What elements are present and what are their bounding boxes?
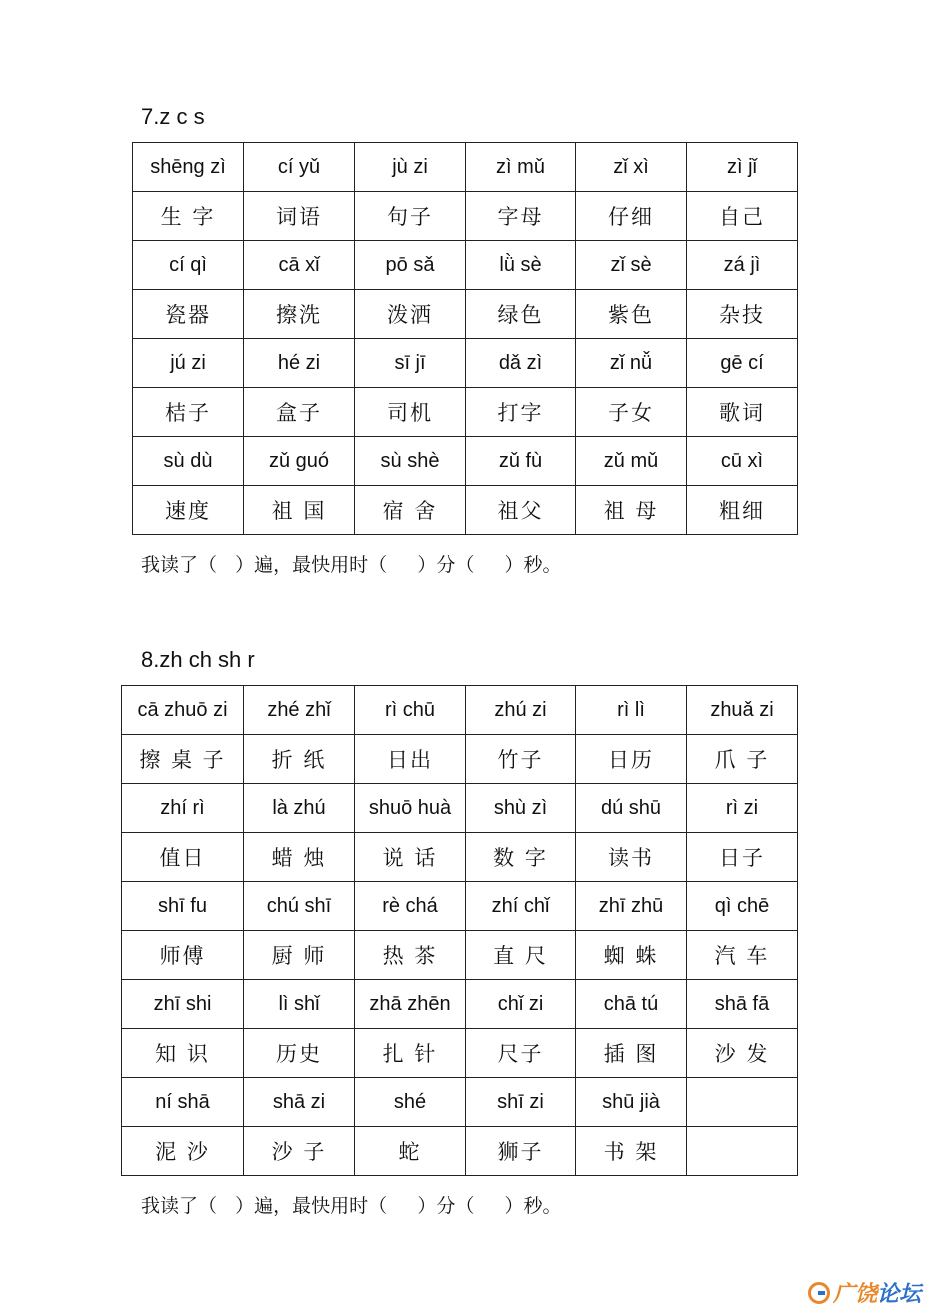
hanzi-cell: 值日 [122, 833, 244, 882]
watermark-text-blue: 论坛 [876, 1282, 921, 1307]
pinyin-cell: jú zi [133, 339, 244, 388]
hanzi-cell: 绿色 [466, 290, 576, 339]
hanzi-cell: 沙 发 [687, 1029, 798, 1078]
hanzi-cell: 蛇 [355, 1127, 466, 1176]
pinyin-row [133, 339, 798, 388]
pinyin-cell: sù dù [133, 437, 244, 486]
pinyin-cell: shuō huà [355, 784, 466, 833]
pinyin-cell: zhí chǐ [466, 882, 576, 931]
hanzi-row [133, 192, 798, 241]
watermark-text-orange: 广饶 [832, 1282, 877, 1307]
pinyin-cell: jù zi [355, 143, 466, 192]
pinyin-row [133, 437, 798, 486]
section-8-title: 8.zh ch sh r [141, 647, 255, 672]
pinyin-cell: shù zì [466, 784, 576, 833]
pinyin-cell: rè chá [355, 882, 466, 931]
hanzi-row [133, 290, 798, 339]
hanzi-cell: 句子 [355, 192, 466, 241]
pinyin-cell: zǐ nǚ [576, 339, 687, 388]
pinyin-cell: zǔ mǔ [576, 437, 687, 486]
pinyin-row [122, 882, 798, 931]
hanzi-cell: 汽 车 [687, 931, 798, 980]
pinyin-cell: zhé zhǐ [244, 686, 355, 735]
section-7-title: 7.z c s [141, 104, 205, 129]
pinyin-cell: zhā zhēn [355, 980, 466, 1029]
pinyin-cell: rì zi [687, 784, 798, 833]
section-8-table [121, 685, 798, 1176]
pinyin-row [122, 980, 798, 1029]
pinyin-cell: zhuǎ zi [687, 686, 798, 735]
pinyin-cell: shā zi [244, 1078, 355, 1127]
hanzi-cell: 擦 桌 子 [122, 735, 244, 784]
pinyin-cell: zhī zhū [576, 882, 687, 931]
pinyin-cell: gē cí [687, 339, 798, 388]
pinyin-row [122, 784, 798, 833]
pinyin-cell: rì lì [576, 686, 687, 735]
hanzi-cell: 打字 [466, 388, 576, 437]
hanzi-cell: 祖父 [466, 486, 576, 535]
pinyin-cell: dú shū [576, 784, 687, 833]
pinyin-cell: shēng zì [133, 143, 244, 192]
pinyin-cell: shā fā [687, 980, 798, 1029]
hanzi-row [133, 486, 798, 535]
hanzi-cell: 擦洗 [244, 290, 355, 339]
hanzi-row [133, 388, 798, 437]
pinyin-cell: cū xì [687, 437, 798, 486]
hanzi-cell: 速度 [133, 486, 244, 535]
hanzi-cell: 司机 [355, 388, 466, 437]
pinyin-cell: shé [355, 1078, 466, 1127]
hanzi-cell: 自己 [687, 192, 798, 241]
pinyin-cell: là zhú [244, 784, 355, 833]
hanzi-cell: 泼洒 [355, 290, 466, 339]
pinyin-cell: zì mǔ [466, 143, 576, 192]
hanzi-cell: 祖 母 [576, 486, 687, 535]
section-7-table [132, 142, 798, 535]
section-7-reading-record: 我读了（ ）遍，最快用时（ ）分（ ）秒。 [141, 554, 562, 576]
hanzi-cell: 竹子 [466, 735, 576, 784]
hanzi-row [122, 833, 798, 882]
pinyin-row [122, 1078, 798, 1127]
hanzi-row [122, 735, 798, 784]
pinyin-cell: hé zi [244, 339, 355, 388]
pinyin-cell: chā tú [576, 980, 687, 1029]
site-watermark [808, 1277, 921, 1308]
pinyin-cell: sù shè [355, 437, 466, 486]
hanzi-cell: 仔细 [576, 192, 687, 241]
pinyin-cell: zhī shi [122, 980, 244, 1029]
pinyin-cell: zǐ sè [576, 241, 687, 290]
hanzi-cell: 歌词 [687, 388, 798, 437]
section-8-reading-record: 我读了（ ）遍，最快用时（ ）分（ ）秒。 [141, 1195, 562, 1217]
pinyin-cell: pō sǎ [355, 241, 466, 290]
watermark-text [833, 1277, 921, 1308]
pinyin-cell: cí yǔ [244, 143, 355, 192]
hanzi-cell: 生 字 [133, 192, 244, 241]
hanzi-cell: 狮子 [466, 1127, 576, 1176]
pinyin-cell: zá jì [687, 241, 798, 290]
hanzi-cell: 沙 子 [244, 1127, 355, 1176]
pinyin-cell: cā xǐ [244, 241, 355, 290]
hanzi-cell: 历史 [244, 1029, 355, 1078]
hanzi-cell: 子女 [576, 388, 687, 437]
hanzi-row [122, 1127, 798, 1176]
hanzi-row [122, 931, 798, 980]
hanzi-cell: 粗细 [687, 486, 798, 535]
hanzi-cell [687, 1127, 798, 1176]
hanzi-cell: 祖 国 [244, 486, 355, 535]
hanzi-cell: 书 架 [576, 1127, 687, 1176]
pinyin-cell: zhú zi [466, 686, 576, 735]
pinyin-cell: shī fu [122, 882, 244, 931]
pinyin-cell: shū jià [576, 1078, 687, 1127]
hanzi-cell: 厨 师 [244, 931, 355, 980]
hanzi-cell: 扎 针 [355, 1029, 466, 1078]
hanzi-cell: 蜡 烛 [244, 833, 355, 882]
pinyin-cell: chǐ zi [466, 980, 576, 1029]
hanzi-cell: 瓷器 [133, 290, 244, 339]
pinyin-cell: lì shǐ [244, 980, 355, 1029]
hanzi-cell: 热 茶 [355, 931, 466, 980]
pinyin-cell: zǐ xì [576, 143, 687, 192]
hanzi-cell: 数 字 [466, 833, 576, 882]
pinyin-cell: shī zi [466, 1078, 576, 1127]
hanzi-cell: 紫色 [576, 290, 687, 339]
hanzi-cell: 直 尺 [466, 931, 576, 980]
hanzi-cell: 泥 沙 [122, 1127, 244, 1176]
pinyin-cell: zhí rì [122, 784, 244, 833]
hanzi-cell: 日出 [355, 735, 466, 784]
hanzi-cell: 日历 [576, 735, 687, 784]
hanzi-cell: 词语 [244, 192, 355, 241]
pinyin-cell: rì chū [355, 686, 466, 735]
hanzi-row [122, 1029, 798, 1078]
hanzi-cell: 爪 子 [687, 735, 798, 784]
pinyin-cell: chú shī [244, 882, 355, 931]
pinyin-row [133, 143, 798, 192]
hanzi-cell: 师傅 [122, 931, 244, 980]
hanzi-cell: 插 图 [576, 1029, 687, 1078]
watermark-logo-icon [808, 1282, 830, 1304]
pinyin-row [133, 241, 798, 290]
hanzi-cell: 桔子 [133, 388, 244, 437]
hanzi-cell: 尺子 [466, 1029, 576, 1078]
hanzi-cell: 说 话 [355, 833, 466, 882]
pinyin-cell: qì chē [687, 882, 798, 931]
hanzi-cell: 盒子 [244, 388, 355, 437]
hanzi-cell: 宿 舍 [355, 486, 466, 535]
pinyin-cell: dǎ zì [466, 339, 576, 388]
hanzi-cell: 蜘 蛛 [576, 931, 687, 980]
pinyin-cell: lǜ sè [466, 241, 576, 290]
pinyin-cell: zì jǐ [687, 143, 798, 192]
pinyin-cell [687, 1078, 798, 1127]
pinyin-cell: sī jī [355, 339, 466, 388]
hanzi-cell: 杂技 [687, 290, 798, 339]
hanzi-cell: 日子 [687, 833, 798, 882]
hanzi-cell: 折 纸 [244, 735, 355, 784]
pinyin-cell: zǔ fù [466, 437, 576, 486]
hanzi-cell: 知 识 [122, 1029, 244, 1078]
pinyin-cell: cā zhuō zi [122, 686, 244, 735]
pinyin-cell: cí qì [133, 241, 244, 290]
hanzi-cell: 字母 [466, 192, 576, 241]
pinyin-cell: ní shā [122, 1078, 244, 1127]
hanzi-cell: 读书 [576, 833, 687, 882]
pinyin-cell: zǔ guó [244, 437, 355, 486]
pinyin-row [122, 686, 798, 735]
